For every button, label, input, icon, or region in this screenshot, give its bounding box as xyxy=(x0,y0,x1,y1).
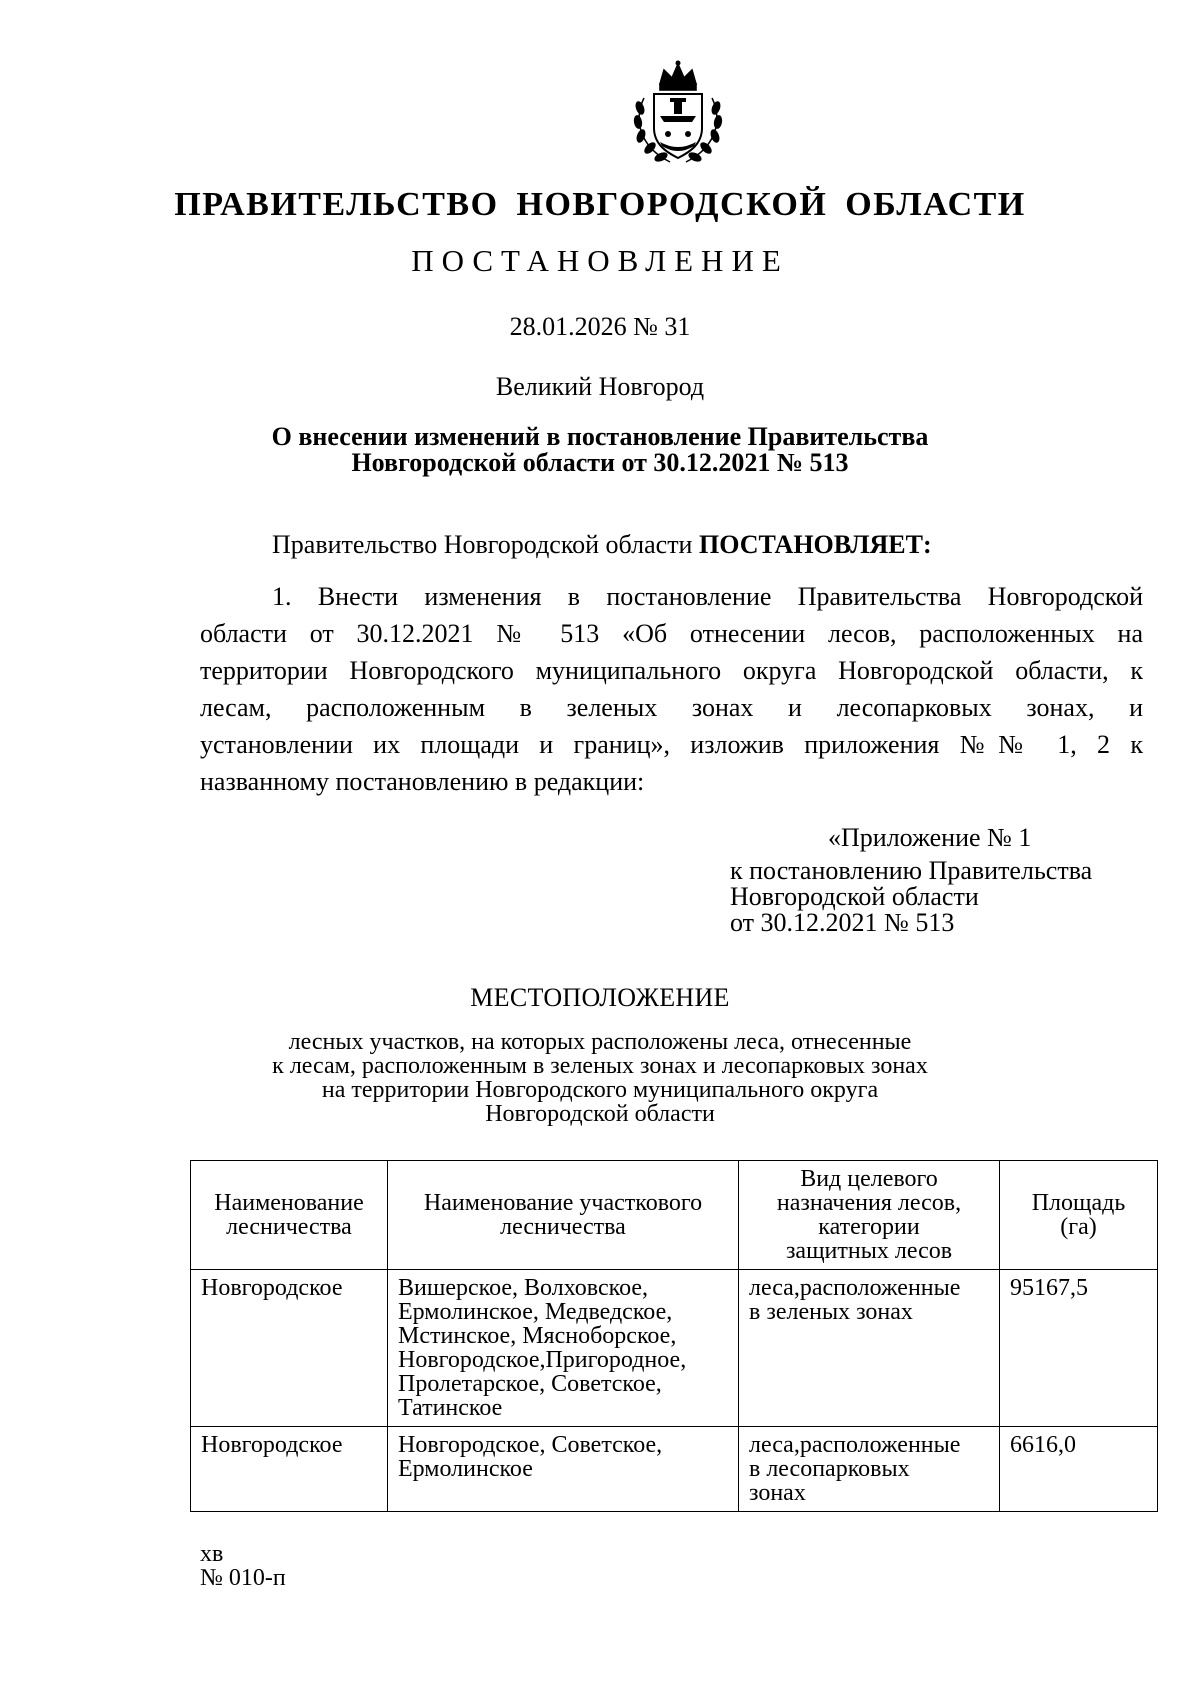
cell-sub-line: Новгородское,Пригородное, xyxy=(398,1347,687,1373)
cell-sub-line: Пролетарское, Советское, xyxy=(398,1371,662,1397)
organization-name: ПРАВИТЕЛЬСТВО НОВГОРОДСКОЙ ОБЛАСТИ xyxy=(174,186,1026,223)
location-sub-line-3: на территории Новгородского муниципального округа xyxy=(321,1077,879,1103)
cell-sub-line: Ермолинское xyxy=(398,1456,533,1482)
location-sub-line-4: Новгородской области xyxy=(485,1101,715,1127)
cell-forestry: Новгородское xyxy=(191,1427,388,1512)
resolution-statement xyxy=(272,530,932,560)
cell-sub-forestry xyxy=(388,1427,739,1512)
document-footer xyxy=(200,1542,286,1590)
document-type: ПОСТАНОВЛЕНИЕ xyxy=(411,243,789,278)
cell-area: 6616,0 xyxy=(1000,1427,1158,1512)
cell-sub-line: Новгородское, Советское, xyxy=(398,1432,663,1458)
resolution-prefix: Правительство Новгородской области xyxy=(272,530,699,559)
table-row xyxy=(191,1427,1158,1512)
cell-sub-line: Татинское xyxy=(398,1395,503,1421)
location-sub-line-1: лесных участков, на которых расположены леса, отнесенные xyxy=(288,1029,912,1055)
header-forestry-line-2: лесничества xyxy=(226,1214,352,1240)
cell-sub-line: Ермолинское, Медведское, xyxy=(398,1299,673,1325)
date-number: 28.01.2026 № 31 xyxy=(509,312,691,341)
header-area-line-2: (га) xyxy=(1060,1214,1097,1240)
header-area-line-1: Площадь xyxy=(1031,1190,1126,1216)
title-line-1: О внесении изменений в постановление Правительства xyxy=(271,422,929,451)
header-forestry xyxy=(191,1161,388,1270)
cell-sub-line: Вишерское, Волховское, xyxy=(398,1275,649,1301)
cell-purpose xyxy=(739,1270,1000,1427)
forest-table xyxy=(190,1160,1158,1512)
cell-area: 95167,5 xyxy=(1000,1270,1158,1427)
header-sub-forestry-line-1: Наименование участкового xyxy=(423,1190,703,1216)
header-purpose-line-2: назначения лесов, xyxy=(776,1190,962,1216)
location-subtitle xyxy=(0,1030,1200,1126)
appendix-reference xyxy=(730,825,1092,936)
cell-purpose-line: леса,расположенные xyxy=(749,1432,961,1458)
header-sub-forestry-line-2: лесничества xyxy=(500,1214,626,1240)
table-row xyxy=(191,1270,1158,1427)
resolution-keyword: ПОСТАНОВЛЯЕТ: xyxy=(698,530,932,559)
footer-initials: хв xyxy=(200,1541,224,1567)
appendix-label: «Приложение № 1 xyxy=(828,823,1032,852)
appendix-line-1: к постановлению Правительства xyxy=(730,856,1093,885)
location-sub-line-2: к лесам, расположенным в зеленых зонах и лесопарковых зонах xyxy=(272,1053,928,1079)
header-purpose-line-3: категории xyxy=(818,1214,920,1240)
paragraph-1-line-3: территории Новгородского муниципального округа Новгородской области, к xyxy=(200,656,1143,685)
header-sub-forestry xyxy=(388,1161,739,1270)
cell-forestry: Новгородское xyxy=(191,1270,388,1427)
paragraph-1-line-6: названному постановлению в редакции: xyxy=(200,767,645,796)
cell-purpose-line: леса,расположенные xyxy=(749,1275,961,1301)
location-title: МЕСТОПОЛОЖЕНИЕ xyxy=(470,983,730,1012)
city-name: Великий Новгород xyxy=(495,372,705,401)
paragraph-1 xyxy=(200,578,1143,800)
paragraph-1-line-5: установлении их площади и границ», изложив приложения №№ 1, 2 к xyxy=(200,730,1143,759)
cell-sub-forestry xyxy=(388,1270,739,1427)
header-forestry-line-1: Наименование xyxy=(214,1190,364,1216)
paragraph-1-line-1: 1. Внести изменения в постановление Правительства Новгородской xyxy=(272,582,1143,611)
header-purpose xyxy=(739,1161,1000,1270)
table-header-row xyxy=(191,1161,1158,1270)
appendix-line-3: от 30.12.2021 № 513 xyxy=(730,908,955,937)
document-title xyxy=(0,424,1200,476)
header-area xyxy=(1000,1161,1158,1270)
title-line-2: Новгородской области от 30.12.2021 № 513 xyxy=(351,448,849,477)
coat-of-arms-icon xyxy=(630,58,726,170)
cell-purpose-line: в зеленых зонах xyxy=(749,1299,913,1325)
cell-purpose xyxy=(739,1427,1000,1512)
paragraph-1-line-4: лесам, расположенным в зеленых зонах и лесопарковых зонах, и xyxy=(200,693,1143,722)
cell-purpose-line: в лесопарковых xyxy=(749,1456,910,1482)
footer-code: № 010-п xyxy=(200,1565,286,1591)
appendix-line-2: Новгородской области xyxy=(730,882,979,911)
paragraph-1-line-2: области от 30.12.2021 № 513 «Об отнесении лесов, расположенных на xyxy=(200,619,1143,648)
cell-purpose-line: зонах xyxy=(749,1480,806,1506)
header-purpose-line-1: Вид целевого xyxy=(800,1166,938,1192)
cell-sub-line: Мстинское, Мясноборское, xyxy=(398,1323,677,1349)
header-purpose-line-4: защитных лесов xyxy=(785,1238,953,1264)
